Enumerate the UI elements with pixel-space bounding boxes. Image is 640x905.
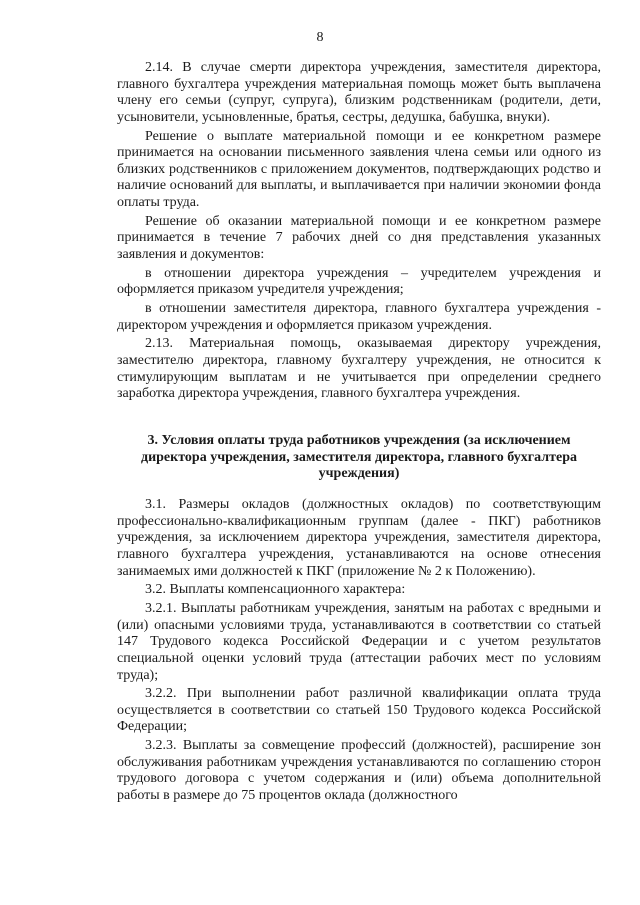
paragraph-deputy-case: в отношении заместителя директора, главного бухгалтера учреждения - директором учреждения и оформляется приказом учреждения. (117, 301, 601, 333)
paragraph-director-case: в отношении директора учреждения – учредителем учреждения и оформляется приказом учредителя учреждения; (117, 265, 601, 298)
paragraph-3-2-3: 3.2.3. Выплаты за совмещение профессий (должностей), расширение зон обслуживания работникам учреждения устанавливаются по соглашению сторон трудового договора с учетом содержания и (или) объема дополнительной работы в размере до 75 процентов оклада (должностного (117, 738, 601, 804)
paragraph-payment-decision: Решение о выплате материальной помощи и ее конкретном размере принимается на основании письменного заявления члена семьи или одного из близких родственников с приложением документов, подтверждающих родство и наличие оснований для выплаты, и выплачивается при наличии экономии фонда оплаты труда. (117, 128, 601, 210)
paragraph-3-2-2: 3.2.2. При выполнении работ различной квалификации оплата труда осуществляется в соответствии со статьей 150 Трудового кодекса Российской Федерации; (117, 686, 601, 735)
paragraph-3-1: 3.1. Размеры окладов (должностных окладов) по соответствующим профессионально-квалификационным группам (далее - ПКГ) работников учреждения, за исключением директора учреждения, заместителя директора, главного бухгалтера учреждения, устанавливаются на основе отнесения занимаемых ими должностей к ПКГ (приложение № 2 к Положению). (117, 497, 601, 579)
page-number: 8 (316, 30, 324, 45)
paragraph-assistance-decision: Решение об оказании материальной помощи и ее конкретном размере принимается в течение 7 рабочих дней со дня представления указанных заявления и документов: (117, 213, 601, 262)
paragraph-3-2: 3.2. Выплаты компенсационного характера: (145, 582, 406, 598)
document-body (117, 60, 601, 807)
paragraph-2-13: 2.13. Материальная помощь, оказываемая директору учреждения, заместителю директора, главному бухгалтеру учреждения, не относится к стимулирующим выплатам и не учитывается при определении среднего заработка директора учреждения, главного бухгалтера учреждения. (117, 336, 601, 402)
section-heading: 3. Условия оплаты труда работников учреждения (за исключением директора учреждения, заместителя директора, главного бухгалтера учреждения) (141, 432, 577, 482)
paragraph-3-2-1: 3.2.1. Выплаты работникам учреждения, занятым на работах с вредными и (или) опасными условиями труда, устанавливаются в соответствии со статьей 147 Трудового кодекса Российской Федерации и с учетом результатов специальной оценки условий труда (аттестации рабочих мест по условиям труда); (117, 601, 601, 683)
paragraph-2-14: 2.14. В случае смерти директора учреждения, заместителя директора, главного бухгалтера учреждения материальная помощь может быть выплачена члену его семьи (супруг, супруга), близким родственникам (родители, дети, усыновители, усыновленные, братья, сестры, дедушка, бабушка, внуки). (117, 60, 601, 125)
